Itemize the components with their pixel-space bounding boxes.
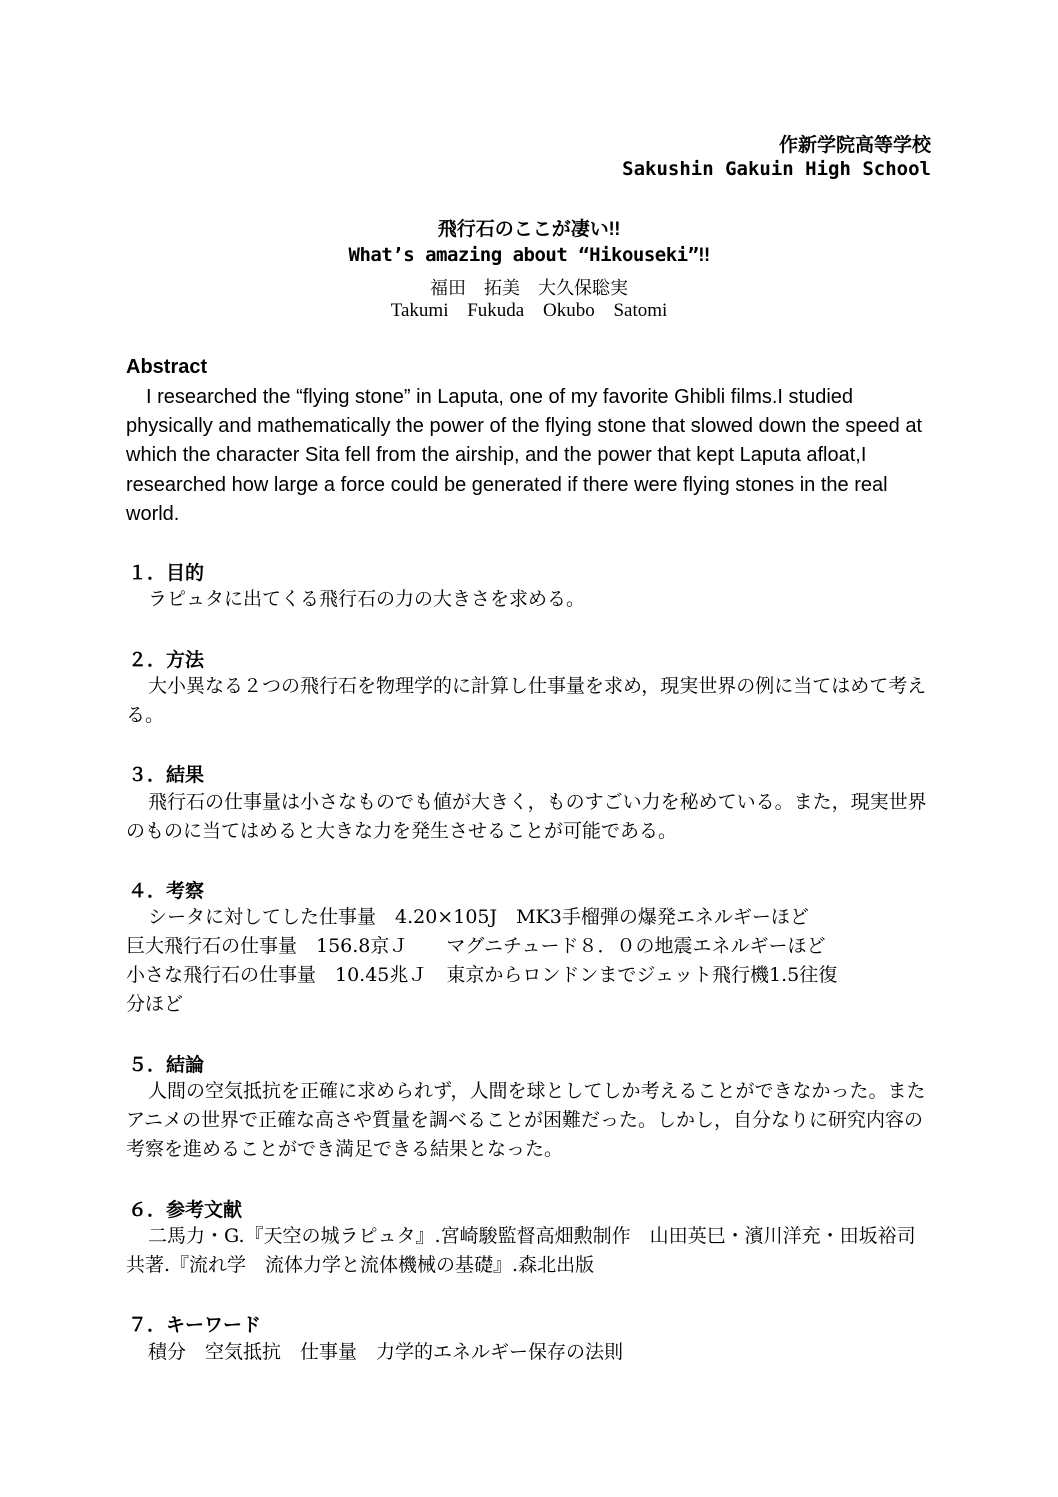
section-heading-keywords: ７．キーワード — [128, 1314, 262, 1336]
discussion-line: 小さな飛行石の仕事量 10.45兆Ｊ 東京からロンドンまでジェット飛行機1.5往復 — [126, 964, 838, 986]
title-jp: 飛行石のここが凄い‼ — [437, 218, 621, 240]
school-name-en: Sakushin Gakuin High School — [622, 158, 931, 180]
section-heading-method: ２．方法 — [128, 649, 205, 671]
school-name-jp: 作新学院高等学校 — [778, 134, 931, 156]
abstract-text: I researched the “flying stone” in Laputa, one of my favorite Ghibli films.I studied physically and mathematically the power of the flying stone that slowed down the speed at which the character Sita fell from the airship, and the power that kept Laputa afloat,I researched how large a force could be generated if there were flying stones in the real world. — [126, 386, 923, 525]
section-body-method: 大小異なる２つの飛行石を物理学的に計算し仕事量を求め，現実世界の例に当てはめて考える。 — [126, 675, 927, 726]
section-body-results: 飛行石の仕事量は小さなものでも値が大きく，ものすごい力を秘めている。また，現実世界のものに当てはめると大きな力を発生させることが可能である。 — [126, 791, 927, 842]
section-heading-discussion: ４．考察 — [128, 880, 205, 902]
section-body-purpose: ラピュタに出てくる飛行石の力の大きさを求める。 — [148, 588, 586, 610]
section-body-conclusion: 人間の空気抵抗を正確に求められず，人間を球としてしか考えることができなかった。またアニメの世界で正確な高さや質量を調べることが困難だった。しかし，自分なりに研究内容の考察を進めることができ満足できる結果となった。 — [126, 1080, 926, 1160]
section-body-keywords: 積分 空気抵抗 仕事量 力学的エネルギー保存の法則 — [148, 1341, 624, 1363]
authors-en: Takumi Fukuda Okubo Satomi — [390, 300, 668, 321]
section-heading-results: ３．結果 — [128, 764, 205, 786]
title-en: What’s amazing about “Hikouseki”‼ — [348, 244, 710, 266]
authors-jp: 福田 拓美 大久保聡実 — [430, 278, 628, 299]
section-heading-references: ６．参考文献 — [128, 1199, 243, 1221]
section-body-references: 二馬力・G.『天空の城ラピュタ』.宮崎駿監督高畑勲制作 山田英巳・濱川洋充・田坂裕司共著.『流れ学 流体力学と流体機械の基礎』.森北出版 — [126, 1225, 916, 1276]
abstract-heading: Abstract — [126, 356, 208, 378]
discussion-line: シータに対してした仕事量 4.20×105J MK3手榴弾の爆発エネルギーほど — [148, 906, 809, 928]
discussion-line: 分ほど — [126, 993, 184, 1015]
section-body-discussion — [126, 903, 934, 1019]
discussion-line: 巨大飛行石の仕事量 156.8京Ｊ マグニチュード８．０の地震エネルギーほど — [126, 935, 826, 957]
section-heading-purpose: １．目的 — [128, 562, 205, 584]
section-heading-conclusion: ５．結論 — [128, 1054, 205, 1076]
